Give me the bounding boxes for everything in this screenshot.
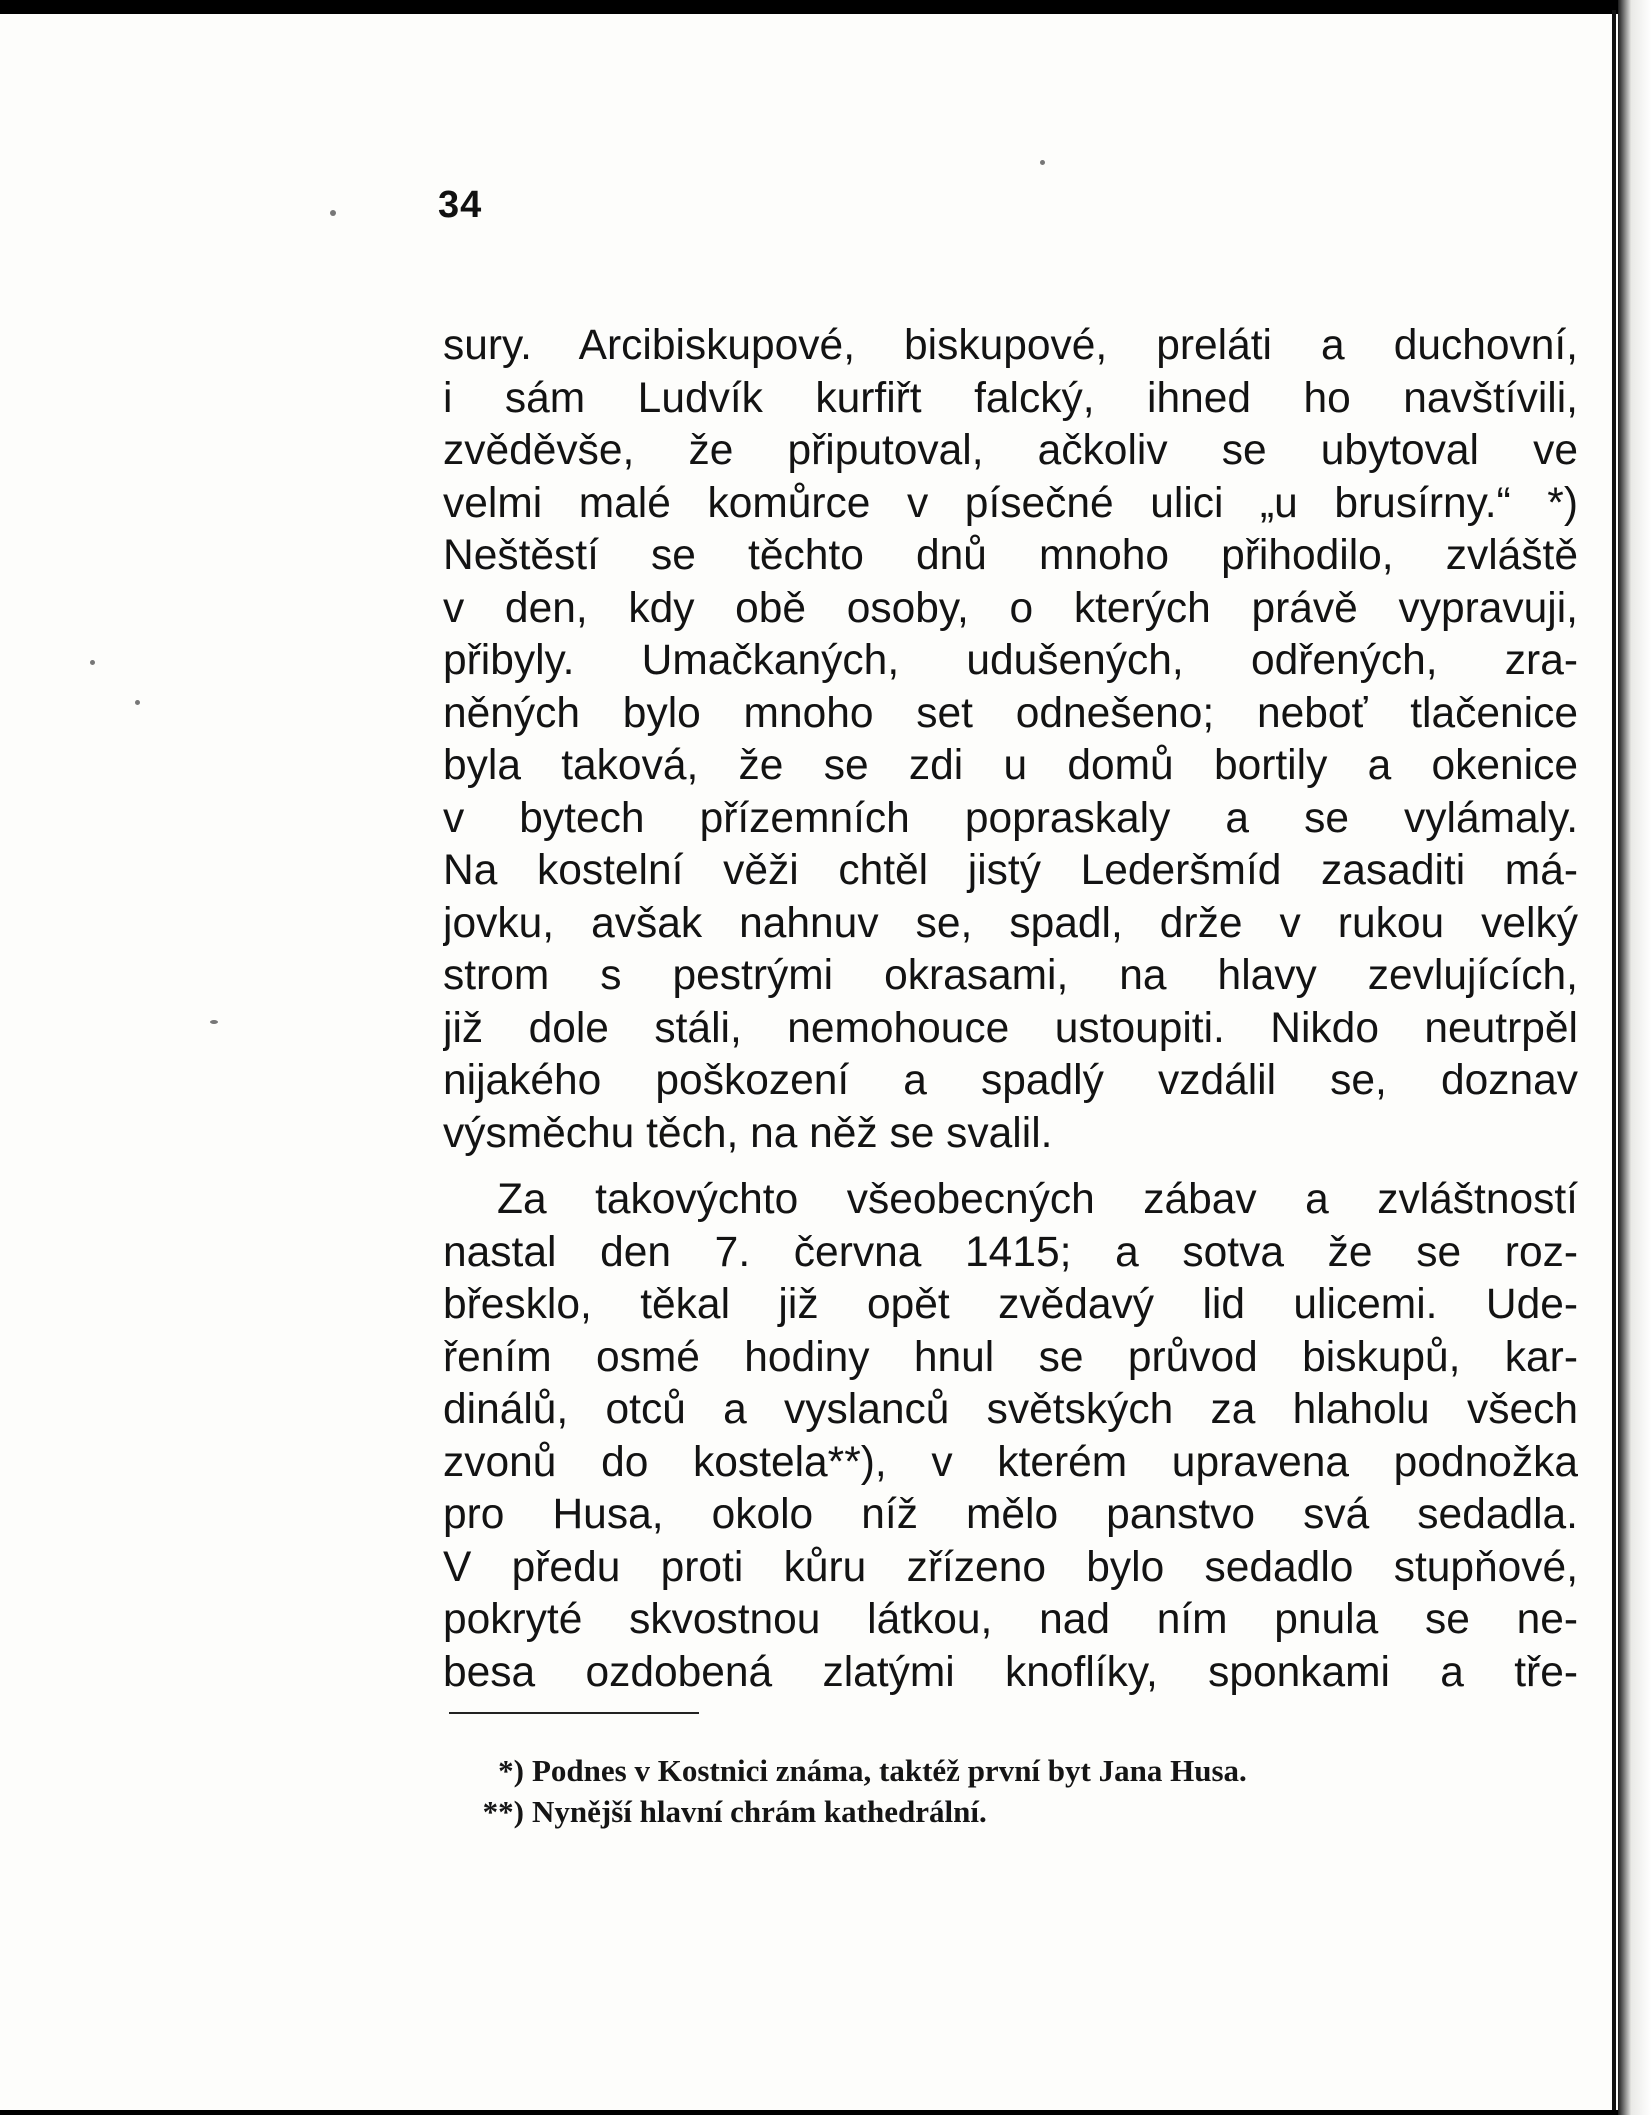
- text-line: přibyly. Umačkaných, udušených, odřených, zra-: [443, 637, 1578, 684]
- text-line: nijakého poškození a spadlý vzdálil se, doznav: [443, 1057, 1578, 1104]
- print-speck: [330, 210, 336, 216]
- text-line: pokryté skvostnou látkou, nad ním pnula se ne-: [443, 1596, 1578, 1643]
- text-line: řením osmé hodiny hnul se průvod biskupů, kar-: [443, 1333, 1578, 1381]
- text-line: strom s pestrými okrasami, na hlavy zevlujících,: [443, 952, 1578, 999]
- text-line: výsměchu těch, na něž se svalil.: [443, 1109, 1053, 1157]
- text-line: velmi malé komůrce v písečné ulici „u brusírny.“ *): [443, 479, 1578, 527]
- text-line: v bytech přízemních popraskaly a se vylámaly.: [443, 794, 1578, 842]
- paragraph-gap: [443, 1160, 1578, 1174]
- text-line: již dole stáli, nemohouce ustoupiti. Nikdo neutrpěl: [443, 1004, 1578, 1052]
- footnote-1: [498, 1750, 1247, 1791]
- footnote-2: [482, 1791, 1247, 1832]
- text-line: jovku, avšak nahnuv se, spadl, drže v rukou velký: [443, 899, 1578, 947]
- text-line: V předu proti kůru zřízeno bylo sedadlo stupňové,: [443, 1543, 1578, 1591]
- text-line: zvěděvše, že připutoval, ačkoliv se ubytoval ve: [443, 427, 1578, 474]
- text-line: i sám Ludvík kurfiřt falcký, ihned ho navštívili,: [443, 374, 1578, 422]
- footnote-text: Podnes v Kostnici známa, taktéž první byt Jana Husa.: [532, 1753, 1247, 1788]
- page-number: 34: [438, 184, 483, 226]
- text-line: dinálů, otců a vyslanců světských za hlaholu všech: [443, 1386, 1578, 1433]
- text-line: byla taková, že se zdi u domů bortily a okenice: [443, 742, 1578, 789]
- print-speck: [1040, 160, 1045, 165]
- footnote-divider: [449, 1712, 699, 1714]
- paragraph-1: [443, 320, 1578, 1160]
- text-line: besa ozdobená zlatými knoflíky, sponkami a tře-: [443, 1648, 1578, 1696]
- footnote-text: Nynější hlavní chrám kathedrální.: [532, 1794, 987, 1829]
- footnote-mark: **): [482, 1794, 524, 1829]
- footnote-mark: *): [498, 1753, 524, 1788]
- text-line: Neštěstí se těchto dnů mnoho přihodilo, zvláště: [443, 532, 1578, 579]
- text-line: něných bylo mnoho set odnešeno; neboť tlačenice: [443, 689, 1578, 737]
- text-line: Na kostelní věži chtěl jistý Lederšmíd zasaditi má-: [443, 847, 1578, 894]
- text-line: nastal den 7. června 1415; a sotva že se roz-: [443, 1228, 1578, 1276]
- print-speck: [135, 700, 140, 705]
- text-line: pro Husa, okolo níž mělo panstvo svá sedadla.: [443, 1491, 1578, 1538]
- text-line: Za takovýchto všeobecných zábav a zvláštností: [497, 1176, 1578, 1223]
- text-line: břesklo, těkal již opět zvědavý lid ulicemi. Ude-: [443, 1281, 1578, 1328]
- text-line: sury. Arcibiskupové, biskupové, preláti a duchovní,: [443, 322, 1578, 369]
- print-speck: [210, 1020, 218, 1024]
- text-line: v den, kdy obě osoby, o kterých právě vypravuji,: [443, 584, 1578, 632]
- paragraph-2: [443, 1174, 1578, 1699]
- footnotes: [482, 1750, 1247, 1832]
- body-text: [443, 320, 1578, 1699]
- text-line: zvonů do kostela**), v kterém upravena podnožka: [443, 1438, 1578, 1486]
- page-edge-shadow: [1618, 0, 1651, 2115]
- page-edge-line: [1612, 10, 1616, 2110]
- print-speck: [90, 660, 95, 665]
